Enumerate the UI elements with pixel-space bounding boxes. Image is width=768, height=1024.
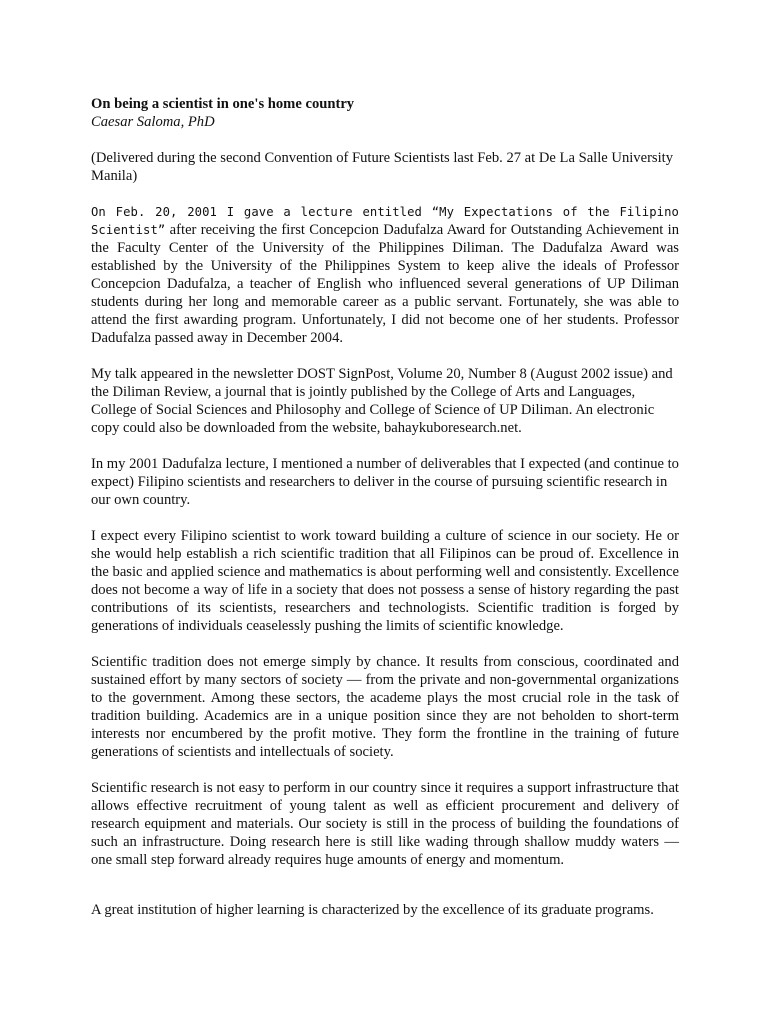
paragraph-2: My talk appeared in the newsletter DOST SignPost, Volume 20, Number 8 (August 2002 issue) and the Diliman Review, a journal that is jointly published by the College of Arts and Languages, College of Social Sciences and Philosophy and College of Science of UP Diliman. An electronic copy could also be downloaded from the website, bahaykuboresearch.net. [91, 366, 673, 436]
paragraph-1 [91, 203, 679, 347]
paragraph-4: I expect every Filipino scientist to work toward building a culture of science in our society. He or she would help establish a rich scientific tradition that all Filipinos can be proud of. Excellence in the basic and applied science and mathematics is about performing well and consistently. Excellence does not become a way of life in a society that does not possess a sense of history regarding the past contributions of its scientists, researchers and technologists. Scientific tradition is forged by generations of individuals ceaselessly pushing the limits of scientific knowledge. [91, 528, 679, 634]
document-title: On being a scientist in one's home country [91, 96, 355, 112]
paragraph-7: A great institution of higher learning is characterized by the excellence of its graduate programs. [91, 902, 654, 918]
paragraph-1-lead: On Feb. 20, 2001 I gave a lecture entitled “My Expectations of the Filipino Scientist” [91, 205, 679, 237]
paragraph-5: Scientific tradition does not emerge simply by chance. It results from conscious, coordinated and sustained effort by many sectors of society — from the private and non-governmental organizations to the government. Among these sectors, the academe plays the most crucial role in the task of tradition building. Academics are in a unique position since they are not beholden to short-term interests nor encumbered by the profit motive. They form the frontline in the training of future generations of scientists and intellectuals of society. [91, 654, 679, 760]
paragraph-3: In my 2001 Dadufalza lecture, I mentioned a number of deliverables that I expected (and continue to expect) Filipino scientists and researchers to deliver in the course of pursuing scientific research in our own country. [91, 456, 679, 508]
delivery-note: (Delivered during the second Convention of Future Scientists last Feb. 27 at De La Salle University Manila) [91, 150, 674, 184]
paragraph-6: Scientific research is not easy to perform in our country since it requires a support infrastructure that allows effective recruitment of young talent as well as efficient procurement and delivery of research equipment and materials. Our society is still in the process of building the foundations of such an infrastructure. Doing research here is still like wading through shallow muddy waters — one small step forward already requires huge amounts of energy and momentum. [91, 780, 679, 868]
document-page [91, 95, 679, 919]
document-author: Caesar Saloma, PhD [91, 114, 215, 130]
paragraph-1-body: after receiving the first Concepcion Dadufalza Award for Outstanding Achievement in the Faculty Center of the University of the Philippines Diliman. The Dadufalza Award was established by the University of the Philippines System to keep alive the ideals of Professor Concepcion Dadufalza, a teacher of English who influenced several generations of UP Diliman students during her long and memorable career as a public servant. Fortunately, she was able to attend the first awarding program. Unfortunately, I did not become one of her students. Professor Dadufalza passed away in December 2004. [91, 222, 679, 346]
